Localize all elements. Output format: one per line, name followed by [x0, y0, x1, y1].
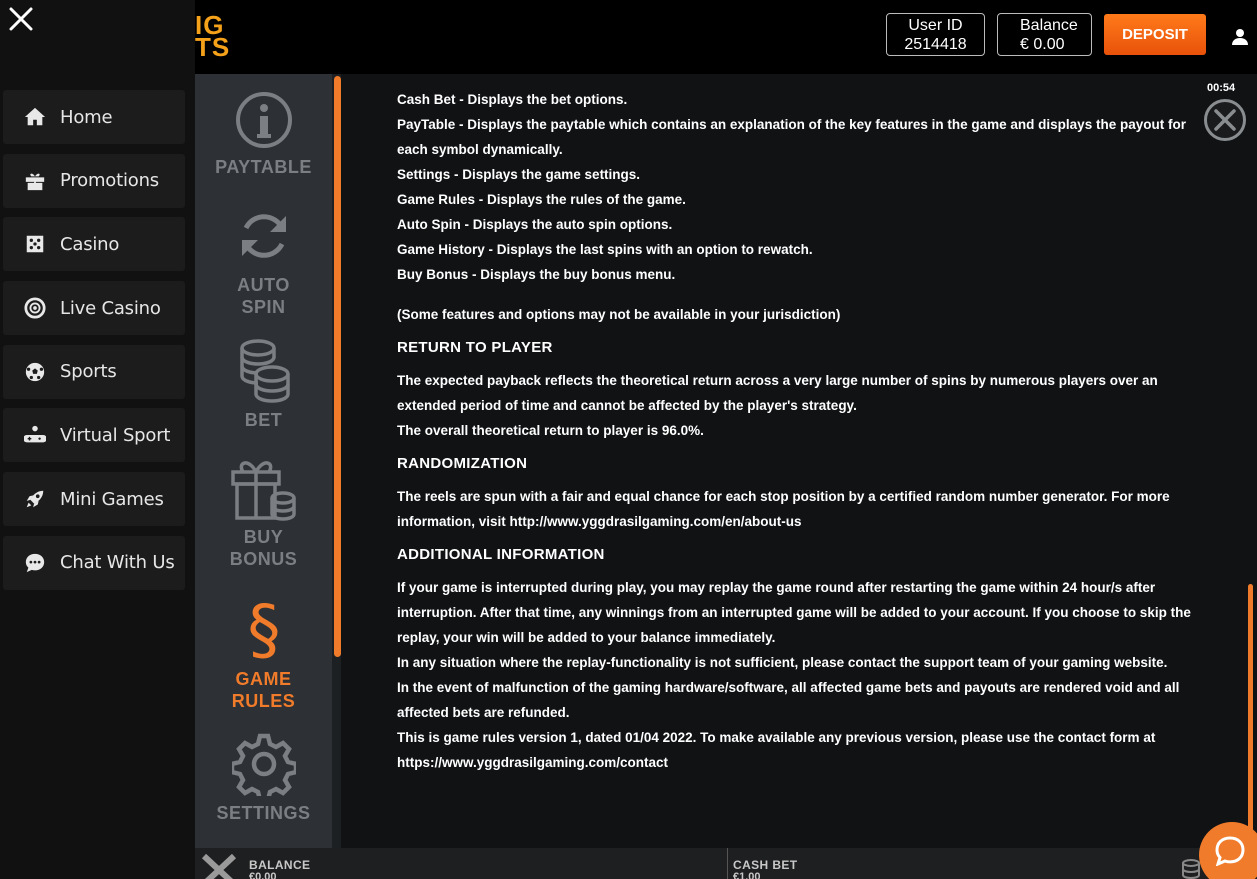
balance-value: € 0.00 [1020, 36, 1065, 53]
logo-line-1: IG [195, 10, 225, 40]
info-icon [234, 90, 294, 150]
close-game-icon[interactable] [200, 854, 238, 879]
jurisdiction-note: (Some features and options may not be available in your jurisdiction) [397, 307, 841, 322]
sidebar-item-label: Sports [60, 361, 117, 383]
balance-box [997, 13, 1092, 56]
feature-line: Cash Bet - Displays the bet options. [397, 92, 628, 107]
additional-info-paragraph: This is game rules version 1, dated 01/04 2022. To make available any previous version, please use the contact form at https://www.yggdrasilgaming.com/contact [397, 730, 1156, 770]
user-icon[interactable] [1231, 28, 1249, 46]
logo-line-2: TS [195, 32, 231, 62]
rtp-heading: RETURN TO PLAYER [397, 339, 553, 356]
additional-info-heading: ADDITIONAL INFORMATION [397, 546, 605, 563]
feature-line: Auto Spin - Displays the auto spin options. [397, 217, 673, 232]
additional-info-paragraph: In any situation where the replay-functionality is not sufficient, please contact the support team of your gaming website. [397, 655, 1168, 670]
tab-label: SETTINGS [216, 803, 311, 823]
tab-label: BONUS [229, 549, 298, 569]
user-id-label: User ID [908, 17, 963, 34]
coins-icon [234, 338, 294, 404]
gamepad-icon [23, 423, 47, 447]
left-sidebar [0, 0, 195, 879]
tabs-scrollbar[interactable] [334, 76, 341, 657]
cash-bet-value: €1.00 [733, 871, 761, 879]
feature-line: Game Rules - Displays the rules of the game. [397, 192, 686, 207]
gift-coins-icon [229, 454, 299, 524]
balance-value: €0.00 [249, 871, 277, 879]
gear-icon [232, 732, 296, 796]
chip-icon [23, 296, 47, 320]
user-id-value: 2514418 [904, 36, 967, 53]
tab-game-rules[interactable] [195, 592, 332, 712]
game-frame [195, 74, 1257, 848]
soccer-ball-icon [23, 360, 47, 384]
balance-label: Balance [1020, 17, 1078, 34]
home-icon [23, 105, 47, 129]
sidebar-item-promotions[interactable] [3, 154, 185, 208]
sidebar-item-live-casino[interactable] [3, 281, 185, 335]
dice-icon [23, 232, 47, 256]
sidebar-item-label: Mini Games [60, 488, 164, 510]
sidebar-item-chat[interactable] [3, 536, 185, 590]
sidebar-item-label: Home [60, 106, 113, 128]
tab-label: SPIN [241, 297, 286, 317]
sidebar-item-mini-games[interactable] [3, 472, 185, 526]
game-menu-tabs [195, 74, 332, 848]
close-menu-icon[interactable] [8, 6, 34, 32]
chat-icon [23, 551, 47, 575]
feature-line: Game History - Displays the last spins with an option to rewatch. [397, 242, 813, 257]
rtp-paragraph: The expected payback reflects the theoretical return across a very large number of spins by numerous players over an extended period of time and cannot be affected by the player's strategy. [397, 373, 1158, 413]
balance-label: BALANCE [249, 858, 311, 872]
rules-panel [341, 74, 1257, 848]
chat-icon [1215, 836, 1245, 866]
feature-line: PayTable - Displays the paytable which contains an explanation of the key features in the game and displays the payout for each symbol dynamically. [397, 117, 1186, 157]
divider [727, 848, 728, 879]
sidebar-item-casino[interactable] [3, 217, 185, 271]
sidebar-item-virtual-sport[interactable] [3, 408, 185, 462]
sidebar-item-label: Chat With Us [60, 552, 175, 574]
tab-label: RULES [231, 691, 296, 711]
tab-label: BET [244, 410, 283, 430]
game-bottom-bar [195, 848, 1257, 879]
close-icon [1213, 108, 1237, 132]
feature-line: Buy Bonus - Displays the buy bonus menu. [397, 267, 676, 282]
sidebar-item-label: Casino [60, 233, 120, 255]
rtp-paragraph: The overall theoretical return to player is 96.0%. [397, 423, 704, 438]
sidebar-item-sports[interactable] [3, 345, 185, 399]
tab-label: GAME [235, 669, 292, 689]
close-rules-button[interactable] [1204, 99, 1246, 141]
rocket-icon [23, 487, 47, 511]
tab-settings[interactable] [195, 732, 332, 824]
user-id-box [886, 13, 985, 56]
sidebar-item-label: Live Casino [60, 297, 161, 319]
sidebar-item-label: Virtual Sport [60, 424, 171, 446]
feature-line: Settings - Displays the game settings. [397, 167, 641, 182]
section-icon [244, 592, 284, 662]
sidebar-item-label: Promotions [60, 170, 159, 192]
additional-info-paragraph: In the event of malfunction of the gaming hardware/software, all affected game bets and payouts are rendered void and all affected bets are refunded. [397, 680, 1180, 720]
rules-scrollbar[interactable] [1248, 584, 1253, 848]
tab-label: BUY [243, 527, 284, 547]
tab-label: AUTO [237, 275, 290, 295]
refresh-icon [234, 206, 294, 266]
tab-buy-bonus[interactable] [195, 454, 332, 570]
randomization-heading: RANDOMIZATION [397, 455, 528, 472]
tab-auto-spin[interactable] [195, 206, 332, 318]
gift-icon [23, 169, 47, 193]
deposit-button[interactable]: DEPOSIT [1104, 14, 1206, 55]
sidebar-item-home[interactable] [3, 90, 185, 144]
sidebar-nav [3, 90, 185, 600]
svg-text:§: § [247, 592, 280, 662]
tab-label: PAYTABLE [215, 157, 312, 177]
tab-bet[interactable] [195, 338, 332, 431]
tab-paytable[interactable] [195, 90, 332, 178]
rules-text [397, 87, 1197, 775]
top-header [195, 0, 1257, 74]
additional-info-paragraph: If your game is interrupted during play, you may replay the game round after restarting the game within 24 hour/s after interruption. After that time, any winnings from an interrupted game will be added to your account. If you choose to skip the replay, your win will be added to your balance immediately. [397, 580, 1191, 645]
randomization-paragraph: The reels are spun with a fair and equal chance for each stop position by a certified random number generator. For more information, visit http://www.yggdrasilgaming.com/en/about-us [397, 489, 1170, 529]
cash-bet-label: CASH BET [733, 858, 798, 872]
session-timer: 00:54 [1207, 82, 1236, 94]
site-logo[interactable] [195, 10, 231, 62]
